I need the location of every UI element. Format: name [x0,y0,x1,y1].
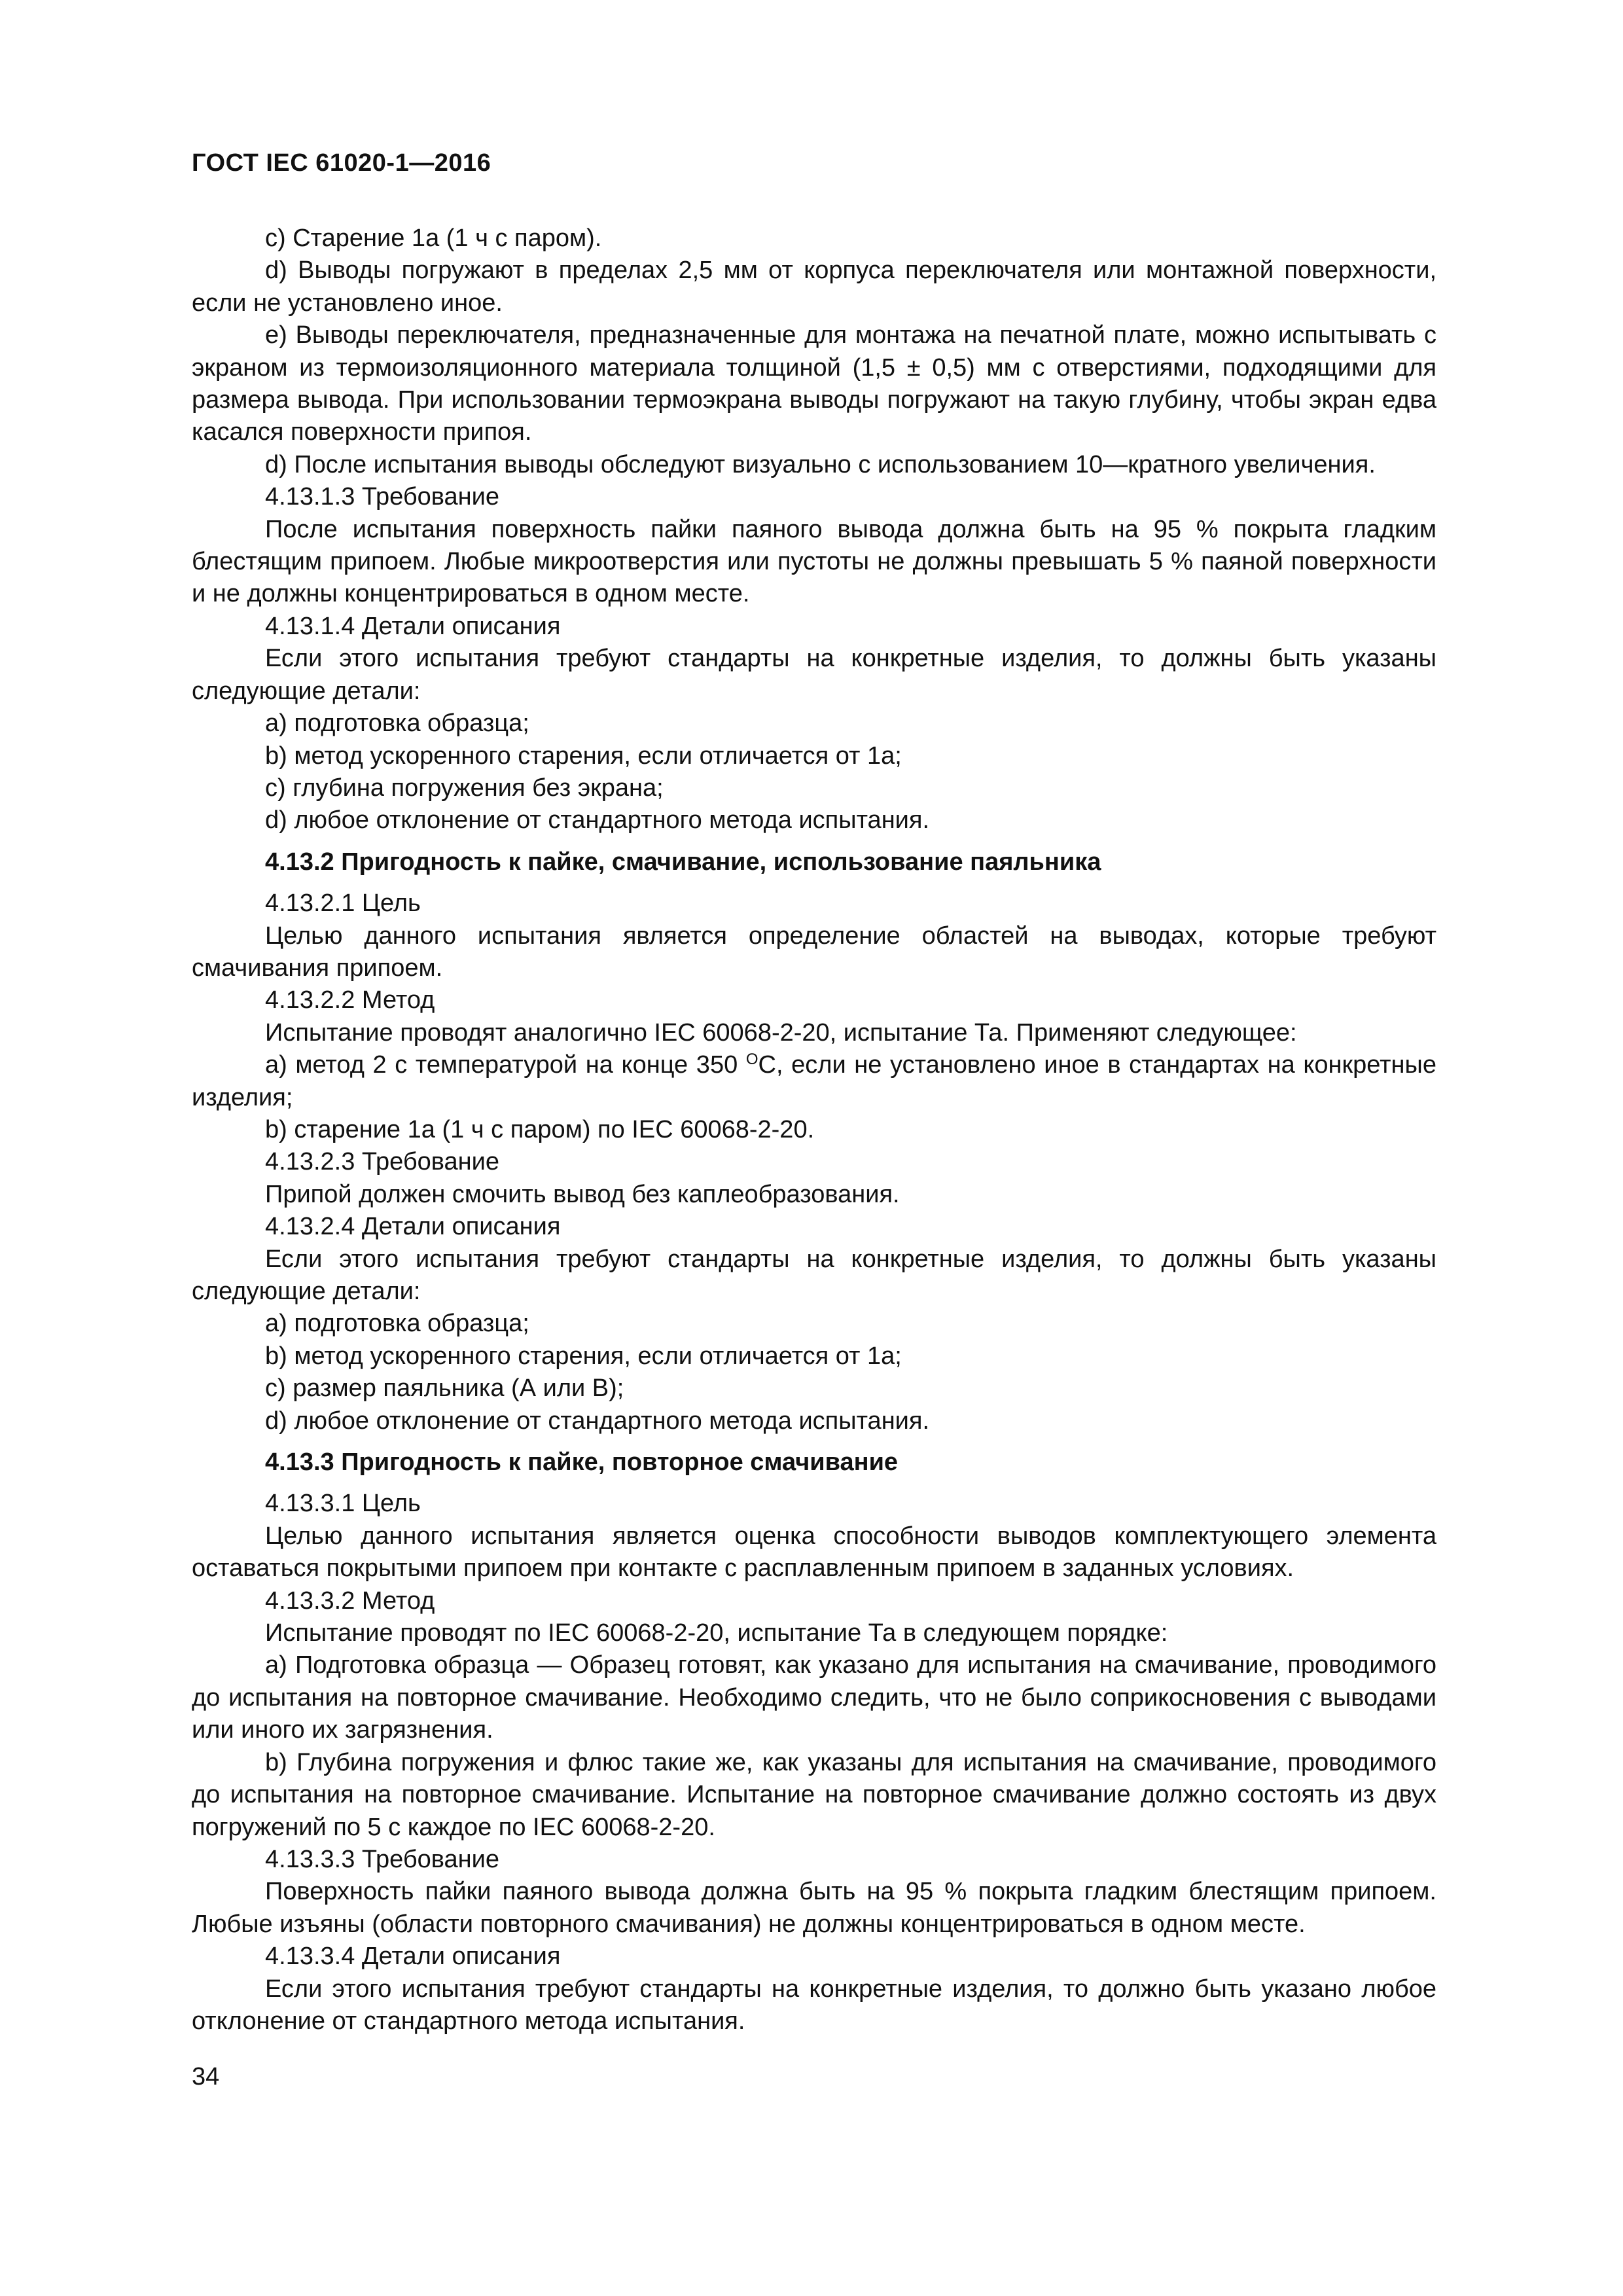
section-heading: 4.13.2 Пригодность к пайке, смачивание, использование паяльника [265,848,1101,876]
paragraph: а) Подготовка образца — Образец готовят, как указано для испытания на смачивание, проводимого до испытания на повторное смачивание. Необходимо следить, что не было соприкосновения с выводами или иного их загрязнения. [192,1651,1436,1744]
paragraph: 4.13.3.1 Цель [265,1490,421,1518]
paragraph: Поверхность пайки паяного вывода должна быть на 95 % покрыта гладким блестящим припоем. Любые изъяны (области повторного смачивания) не должны концентрироваться в одном месте. [192,1878,1436,1938]
paragraph: Припой должен смочить вывод без каплеобразования. [265,1180,900,1208]
paragraph: с) размер паяльника (А или В); [265,1374,624,1403]
document-header: ГОСТ IEC 61020-1—2016 [192,149,491,177]
paragraph: 4.13.1.4 Детали описания [265,612,561,640]
paragraph: 4.13.2.4 Детали описания [265,1213,561,1241]
paragraph: 4.13.2.3 Требование [265,1148,499,1176]
paragraph: Целью данного испытания является определение областей на выводах, которые требуют смачивания припоем. [192,922,1436,982]
paragraph: b) старение 1а (1 ч с паром) по IEC 60068-2-20. [265,1115,815,1143]
paragraph: d) любое отклонение от стандартного метода испытания. [265,806,930,834]
paragraph: с) глубина погружения без экрана; [265,774,664,802]
paragraph: d) любое отклонение от стандартного метода испытания. [265,1407,930,1435]
paragraph: а) подготовка образца; [265,1310,529,1338]
paragraph: d) После испытания выводы обследуют визуально с использованием 10—кратного увеличения. [265,450,1376,478]
paragraph: Испытание проводят аналогично IEC 60068-2-20, испытание Та. Применяют следующее: [265,1018,1297,1047]
document-body [192,223,1436,2037]
paragraph: Если этого испытания требуют стандарты на конкретные изделия, то должны быть указаны следующие детали: [192,645,1436,705]
paragraph: Испытание проводят по IEC 60068-2-20, испытание Та в следующем порядке: [265,1619,1168,1647]
page-number: 34 [192,2063,220,2090]
paragraph: 4.13.3.3 Требование [265,1845,499,1873]
paragraph: 4.13.3.4 Детали описания [265,1943,561,1971]
paragraph: Если этого испытания требуют стандарты на конкретные изделия, то должны быть указаны следующие детали: [192,1245,1436,1305]
paragraph: а) подготовка образца; [265,709,529,738]
paragraph: Целью данного испытания является оценка способности выводов комплектующего элемента оставаться покрытыми припоем при контакте с расплавленным припоем в заданных условиях. [192,1522,1436,1583]
paragraph: 4.13.2.2 Метод [265,986,435,1014]
paragraph: После испытания поверхность пайки паяного вывода должна быть на 95 % покрыта гладким блестящим припоем. Любые микроотверстия или пустоты не должны превышать 5 % паяной поверхности и не должны концентрироваться в одном месте. [192,515,1436,608]
paragraph: b) Глубина погружения и флюс такие же, как указаны для испытания на смачивание, проводимого до испытания на повторное смачивание. Испытание на повторное смачивание должно состоять из двух погружений по 5 с каждое по IEC 60068-2-20. [192,1748,1436,1841]
paragraph: b) метод ускоренного старения, если отличается от 1а; [265,742,902,770]
paragraph: d) Выводы погружают в пределах 2,5 мм от корпуса переключателя или монтажной поверхности, если не установлено иное. [192,257,1436,317]
paragraph: b) метод ускоренного старения, если отличается от 1а; [265,1342,902,1370]
degree-superscript: О [745,1050,758,1069]
paragraph-text: а) метод 2 с температурой на конце 350 [265,1051,746,1079]
paragraph-text: С, если не установлено иное в стандартах на конкретные изделия; [192,1051,1436,1111]
paragraph: е) Выводы переключателя, предназначенные для монтажа на печатной плате, можно испытывать с экраном из термоизоляционного материала толщиной (1,5 ± 0,5) мм с отверстиями, подходящими для размера вывода. При использовании термоэкрана выводы погружают на такую глубину, чтобы экран едва касался поверхности припоя. [192,321,1436,446]
paragraph: Если этого испытания требуют стандарты на конкретные изделия, то должно быть указано любое отклонение от стандартного метода испытания. [192,1975,1436,2035]
paragraph: c) Старение 1а (1 ч с паром). [265,224,602,252]
paragraph: 4.13.2.1 Цель [265,889,421,918]
paragraph: 4.13.1.3 Требование [265,483,499,511]
paragraph [192,1049,1436,1114]
section-heading: 4.13.3 Пригодность к пайке, повторное смачивание [265,1448,899,1477]
paragraph: 4.13.3.2 Метод [265,1587,435,1615]
